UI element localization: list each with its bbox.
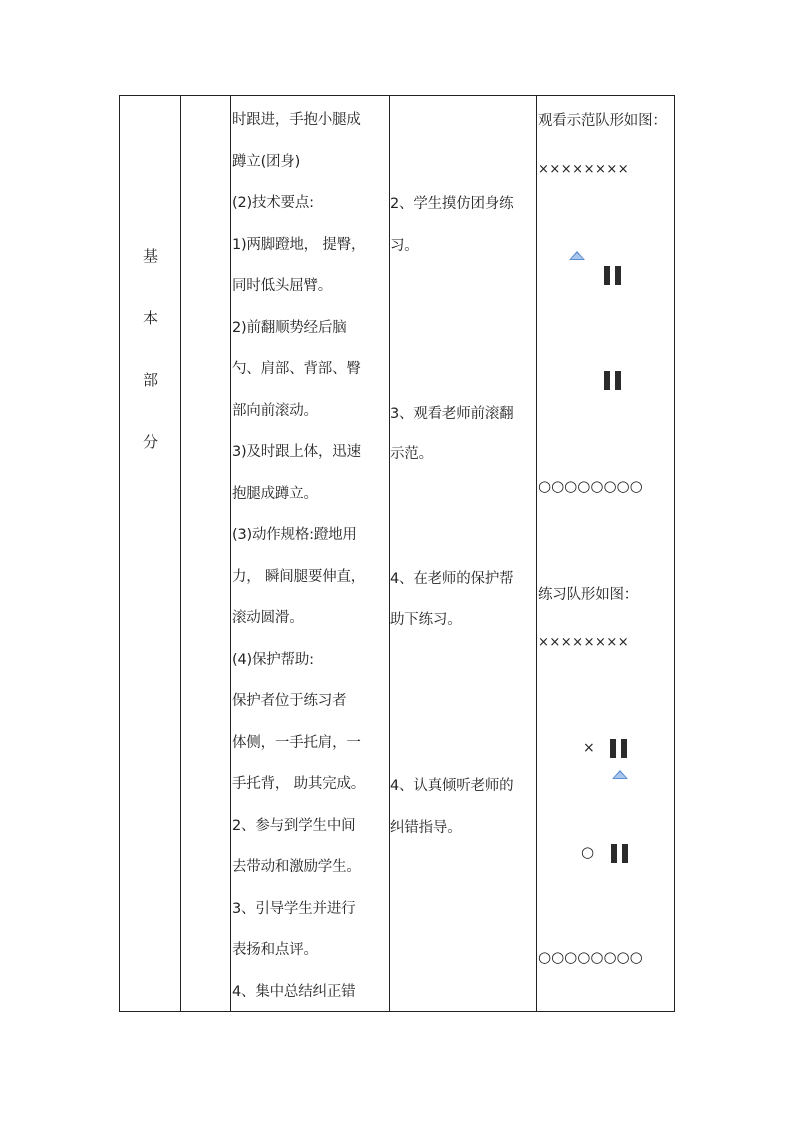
practice-formation-title: 练习队形如图： — [538, 587, 639, 603]
student-step: 习。 — [390, 238, 419, 254]
teacher-line: 4、集中总结纠正错 — [232, 983, 356, 1000]
teacher-line: 滚动圆滑。 — [232, 610, 304, 626]
teacher-line: 力， 瞬间腿要伸直， — [232, 568, 366, 585]
column-divider — [230, 96, 231, 1011]
column-divider — [180, 96, 181, 1011]
single-cross-mark: × — [583, 740, 595, 756]
teacher-line: 蹲立(团身) — [232, 153, 301, 170]
teacher-line: 去带动和激励学生。 — [232, 859, 361, 875]
lesson-plan-table — [119, 95, 675, 1012]
student-row-circles: ○○○○○○○○ — [538, 477, 643, 495]
student-step: 2、学生摸仿团身练 — [390, 196, 514, 212]
student-step: 4、在老师的保护帮 — [390, 571, 514, 587]
student-row-circles: ○○○○○○○○ — [538, 948, 643, 966]
teacher-line: 时跟进，手抱小腿成 — [232, 112, 361, 128]
single-circle-mark: ○ — [581, 843, 595, 861]
teacher-line: 抱腿成蹲立。 — [232, 485, 318, 502]
teacher-line: 体侧，一手托肩，一 — [232, 734, 361, 751]
teacher-line: 同时低头屈臂。 — [232, 278, 333, 294]
section-label — [120, 246, 181, 494]
student-step: 4、认真倾听老师的 — [390, 778, 514, 794]
teacher-line: 部向前滚动。 — [232, 402, 318, 419]
section-char: 本 — [142, 309, 158, 327]
column-divider — [536, 96, 537, 1011]
teacher-line: 2)前翻顺势经后脑 — [232, 319, 347, 336]
student-row-crosses: ×××××××× — [538, 635, 630, 650]
mat-icon — [604, 371, 622, 390]
student-step: 纠错指导。 — [390, 820, 462, 836]
teacher-line: 3、引导学生并进行 — [232, 900, 356, 917]
teacher-line: 2、参与到学生中间 — [232, 817, 356, 834]
mat-icon — [611, 844, 629, 863]
triangle-icon — [612, 770, 628, 779]
triangle-icon — [569, 251, 585, 260]
section-char: 分 — [142, 433, 158, 451]
student-step: 示范。 — [390, 446, 433, 462]
section-char: 基 — [142, 247, 158, 265]
demo-formation-title: 观看示范队形如图： — [538, 113, 667, 129]
student-row-crosses: ×××××××× — [538, 162, 630, 177]
student-step: 助下练习。 — [390, 612, 462, 628]
teacher-line: (4)保护帮助: — [232, 651, 314, 668]
teacher-line: 保护者位于练习者 — [232, 693, 347, 709]
teacher-line: 手托背， 助其完成。 — [232, 776, 366, 792]
mat-icon — [604, 266, 622, 285]
student-step: 3、观看老师前滚翻 — [390, 406, 514, 422]
teacher-line: 表扬和点评。 — [232, 942, 318, 958]
teacher-line: 勺、肩部、背部、臀 — [232, 361, 361, 377]
teacher-line: (3)动作规格:蹬地用 — [232, 527, 357, 543]
teacher-line: 1)两脚蹬地， 提臀， — [232, 236, 366, 253]
teacher-line: (2)技术要点: — [232, 195, 314, 211]
section-char: 部 — [142, 371, 158, 389]
mat-icon — [610, 739, 628, 758]
teacher-line: 3)及时跟上体，迅速 — [232, 444, 361, 460]
